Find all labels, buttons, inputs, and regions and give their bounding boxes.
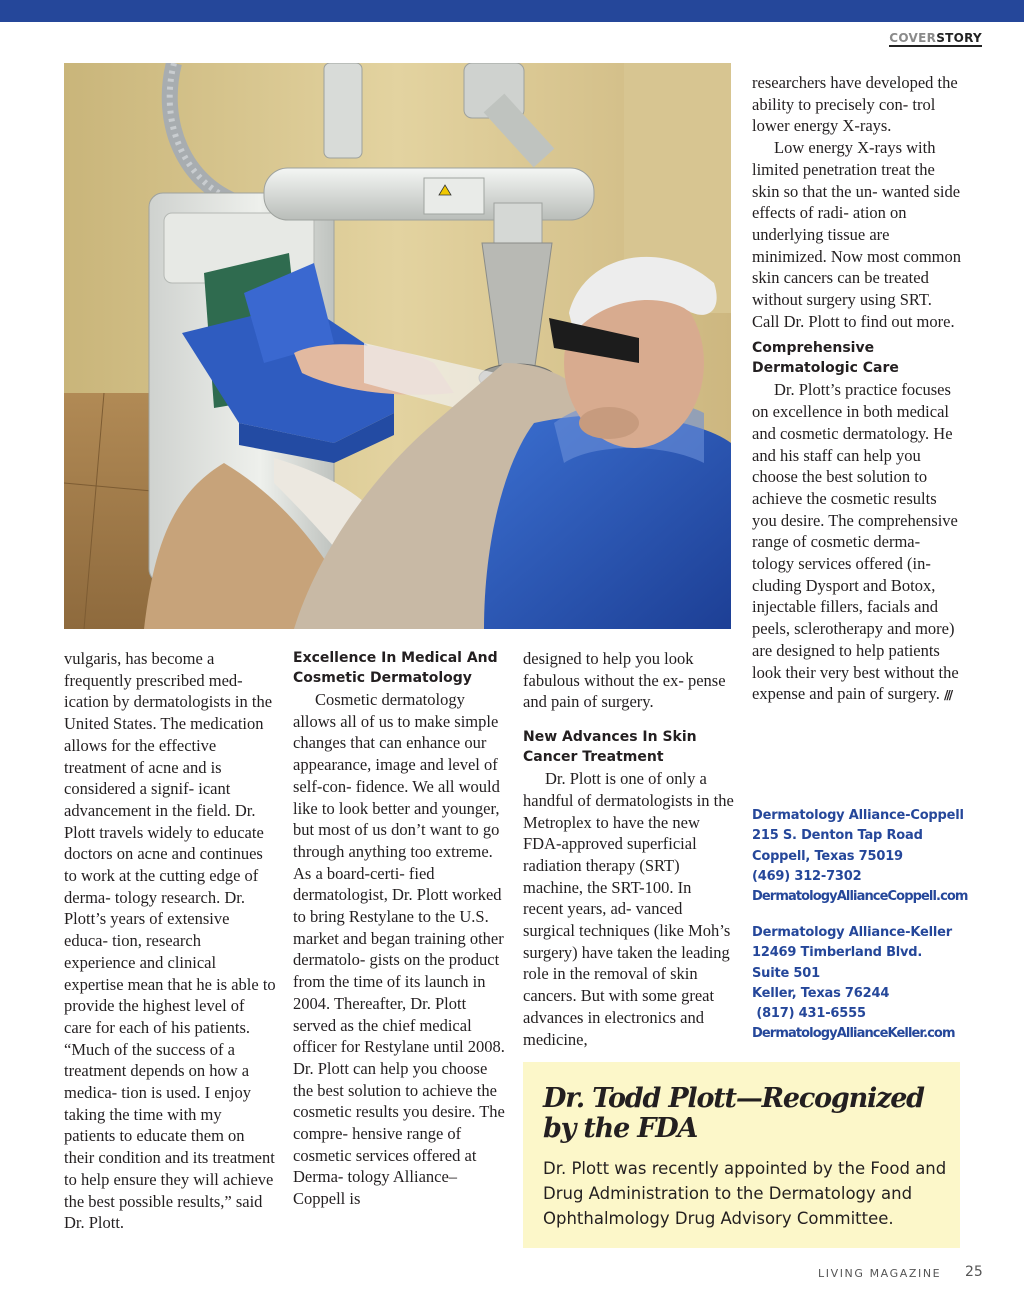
footer-magazine-name: LIVING MAGAZINE xyxy=(818,1267,942,1280)
section-tag xyxy=(889,31,982,47)
keller-phone: (817) 431-6555 xyxy=(752,1006,866,1022)
top-color-bar xyxy=(0,0,1024,22)
col4-lead-paragraph: researchers have developed the ability to precisely con- trol lower energy X-rays. xyxy=(752,73,958,136)
col4-heading: Comprehensive Dermatologic Care xyxy=(752,340,899,377)
column-4 xyxy=(752,72,962,707)
srt-treatment-photo xyxy=(64,63,731,629)
sidebar-title xyxy=(543,1084,924,1144)
col4-paragraph-3-text: Dr. Plott’s practice focuses on excellence in both medical and cosmetic dermatology. He and his staff can help you choose the best solution to achieve the cosmetic results you desire. The comprehensive range of cosmetic derma- tology services offered (in- cluding Dysport and Botox, injectable fillers, facials and peels, sclerotherapy and more) are designed to help patients look their very best without the expense and pain of surgery. xyxy=(752,380,959,704)
coppell-phone: (469) 312-7302 xyxy=(752,868,862,884)
column-3 xyxy=(523,648,735,1050)
col2-heading: Excellence In Medical And Cosmetic Dermatology xyxy=(293,650,498,686)
col3-paragraph: Dr. Plott is one of only a handful of dermatologists in the Metroplex to have the new FDA-approved superficial radiation therapy (SRT) machine, the SRT-100. In recent years, ad- vanced surgical techniques (like Moh’s surgery) have taken the leading role in the removal of skin cancers. But with some great advances in electronics and medicine, xyxy=(523,769,734,1049)
column-2 xyxy=(293,648,507,1210)
col2-paragraph: Cosmetic dermatology allows all of us to make simple changes that can enhance our appearance, image and level of self-con- fidence. We all would like to look better and younger, but most of us don’t want to go through anything too extreme. As a board-certi- fied dermatologist, Dr. Plott worked to bring Restylane to the U.S. market and began training other dermatolo- gists on the product from the time of its launch in 2004. Thereafter, Dr. Plott served as the chief medical officer for Restylane until 2008. Dr. Plott can help you choose the best solution to achieve the cosmetic results you desire. The compre- hensive range of cosmetic services offered at Derma- tology Alliance–Coppell is xyxy=(293,690,505,1209)
sidebar-body: Dr. Plott was recently appointed by the Food and Drug Administration to the Dermatology and Ophthalmology Drug Advisory Committee. xyxy=(543,1159,947,1228)
sidebar-title-line-2: by the FDA xyxy=(543,1113,698,1144)
col3-lead-paragraph: designed to help you look fabulous without the ex- pense and pain of surgery. xyxy=(523,649,726,712)
coppell-street: 215 S. Denton Tap Road xyxy=(752,828,923,844)
contact-coppell xyxy=(752,806,968,907)
end-mark: /// xyxy=(943,688,952,703)
fda-sidebar xyxy=(523,1062,960,1248)
col4-paragraph-2: Low energy X-rays with limited penetration treat the skin so that the un- wanted side effects of radi- ation on underlying tissue are minimized. Now most common skin cancers can be treated without surgery using SRT. Call Dr. Plott to find out more. xyxy=(752,138,961,331)
col4-paragraph-3 xyxy=(752,379,962,707)
section-tag-cover: COVER xyxy=(889,31,937,45)
keller-web: DermatologyAllianceKeller.com xyxy=(752,1026,955,1042)
col1-paragraph: vulgaris, has become a frequently prescribed med- ication by dermatologists in the United States. The medication allows for the effective treatment of acne and is considered a signif- icant advancement in the field. Dr. Plott travels widely to educate doctors on acne and continues to work at the cutting edge of derma- tology research. Dr. Plott’s years of extensive educa- tion, research experience and clinical expertise mean that he is able to provide the highest level of care for each of his patients. “Much of the success of a treatment depends on how a medica- tion is used. I enjoy taking the time with my patients to educate them on their condition and its treatment to help ensure they will achieve the best possible results,” said Dr. Plott. xyxy=(64,649,276,1233)
page-number: 25 xyxy=(965,1264,983,1280)
contact-keller xyxy=(752,923,955,1045)
coppell-city: Coppell, Texas 75019 xyxy=(752,848,903,864)
coppell-web: DermatologyAllianceCoppell.com xyxy=(752,889,968,905)
keller-suite: Suite 501 xyxy=(752,965,820,981)
keller-city: Keller, Texas 76244 xyxy=(752,985,890,1001)
sidebar-title-line-1: Dr. Todd Plott—Recognized xyxy=(543,1083,924,1114)
column-1 xyxy=(64,648,276,1234)
section-tag-story: STORY xyxy=(936,31,982,45)
keller-name: Dermatology Alliance-Keller xyxy=(752,925,952,940)
keller-street: 12469 Timberland Blvd. xyxy=(752,945,923,961)
col3-heading: New Advances In Skin Cancer Treatment xyxy=(523,729,697,766)
coppell-name: Dermatology Alliance-Coppell xyxy=(752,808,964,823)
